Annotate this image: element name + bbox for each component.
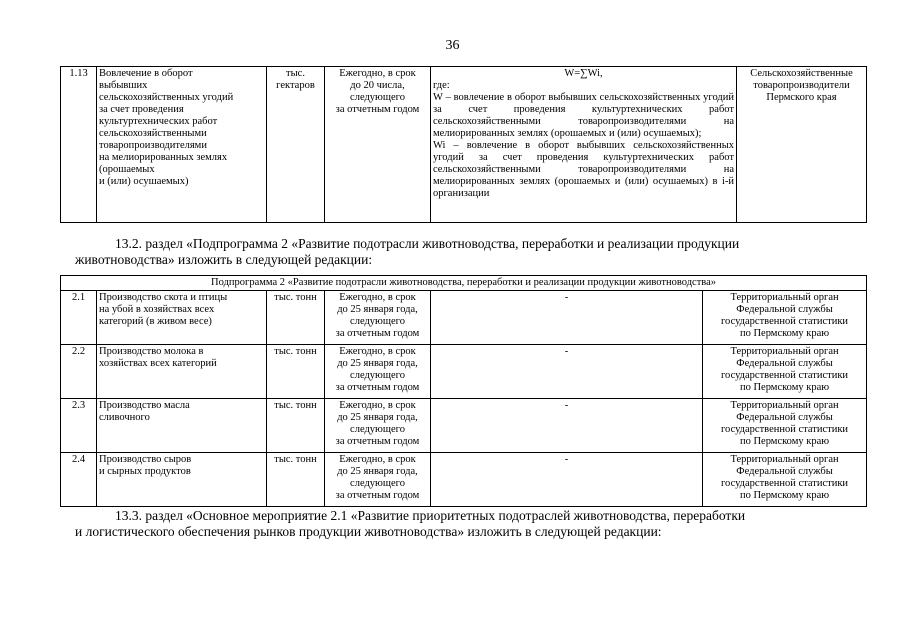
formula-title: W=∑Wi,: [564, 68, 603, 79]
period-cell: Ежегодно, в срок до 20 числа, следующего за отчетным годом: [325, 67, 431, 223]
page-number: 36: [445, 38, 460, 53]
data-source-cell: Территориальный орган Федеральной службы государственной статистики по Пермскому краю: [703, 345, 867, 399]
unit-cell: тыс. тонн: [267, 453, 325, 507]
row-number: 2.2: [61, 345, 97, 399]
row-number: 2.3: [61, 399, 97, 453]
subprogram-header: Подпрограмма 2 «Развитие подотрасли животноводства, переработки и реализации продукции животноводства»: [61, 276, 867, 291]
table-row: [61, 67, 867, 223]
indicator-name: Производство сыров и сырных продуктов: [97, 453, 267, 507]
formula-cell: -: [431, 291, 703, 345]
paragraph-line: 13.2. раздел «Подпрограмма 2 «Развитие подотрасли животноводства, переработки и реализации продукции: [115, 236, 740, 251]
indicator-table-1: [60, 66, 867, 223]
data-source-cell: Территориальный орган Федеральной службы государственной статистики по Пермскому краю: [703, 453, 867, 507]
formula-cell: -: [431, 453, 703, 507]
period-cell: Ежегодно, в срок до 25 января года, следующего за отчетным годом: [325, 453, 431, 507]
formula-wi-definition: Wi – вовлечение в оборот выбывших сельскохозяйственных угодий за счет проведения культуртехнических работ сельскохозяйственными товаропроизводителями на мелиорированных землях (орошаемых и (или) осушаемых) в i-й организации: [433, 140, 734, 199]
formula-cell: [431, 67, 737, 223]
indicator-name: Вовлечение в оборот выбывших сельскохозяйственных угодий за счет проведения культуртехнических работ сельскохозяйственными товаропроизводителями на мелиорированных землях (орошаемых и (или) осушаемых): [97, 67, 267, 223]
paragraph-line: животноводства» изложить в следующей редакции:: [75, 252, 373, 267]
unit-cell: тыс. гектаров: [267, 67, 325, 223]
row-number: 1.13: [61, 67, 97, 223]
unit-cell: тыс. тонн: [267, 345, 325, 399]
period-cell: Ежегодно, в срок до 25 января года, следующего за отчетным годом: [325, 345, 431, 399]
indicator-name: Производство молока в хозяйствах всех категорий: [97, 345, 267, 399]
unit-cell: тыс. тонн: [267, 291, 325, 345]
table-row: [61, 291, 867, 345]
formula-cell: -: [431, 399, 703, 453]
table-row: [61, 453, 867, 507]
table-header-row: [61, 276, 867, 291]
formula-cell: -: [431, 345, 703, 399]
row-number: 2.1: [61, 291, 97, 345]
table-row: [61, 345, 867, 399]
period-cell: Ежегодно, в срок до 25 января года, следующего за отчетным годом: [325, 399, 431, 453]
formula-w-definition: W – вовлечение в оборот выбывших сельскохозяйственных угодий за счет проведения культуртехнических работ сельскохозяйственными товаропроизводителями на мелиорированных землях (орошаемых и (или) осушаемых);: [433, 92, 734, 139]
indicator-name: Производство масла сливочного: [97, 399, 267, 453]
paragraph-13-3: [75, 508, 845, 540]
indicator-table-2: [60, 275, 867, 507]
unit-cell: тыс. тонн: [267, 399, 325, 453]
period-cell: Ежегодно, в срок до 25 января года, следующего за отчетным годом: [325, 291, 431, 345]
data-source-cell: Территориальный орган Федеральной службы государственной статистики по Пермскому краю: [703, 399, 867, 453]
table-row: [61, 399, 867, 453]
data-source-cell: Территориальный орган Федеральной службы государственной статистики по Пермскому краю: [703, 291, 867, 345]
data-source-cell: Сельскохозяйственные товаропроизводители Пермского края: [737, 67, 867, 223]
formula-where: где:: [433, 80, 450, 91]
row-number: 2.4: [61, 453, 97, 507]
paragraph-13-2: [75, 236, 845, 268]
paragraph-line: 13.3. раздел «Основное мероприятие 2.1 «Развитие приоритетных подотраслей животноводства, переработки: [115, 508, 746, 523]
paragraph-line: и логистического обеспечения рынков продукции животноводства» изложить в следующей редакции:: [75, 524, 662, 539]
indicator-name: Производство скота и птицы на убой в хозяйствах всех категорий (в живом весе): [97, 291, 267, 345]
